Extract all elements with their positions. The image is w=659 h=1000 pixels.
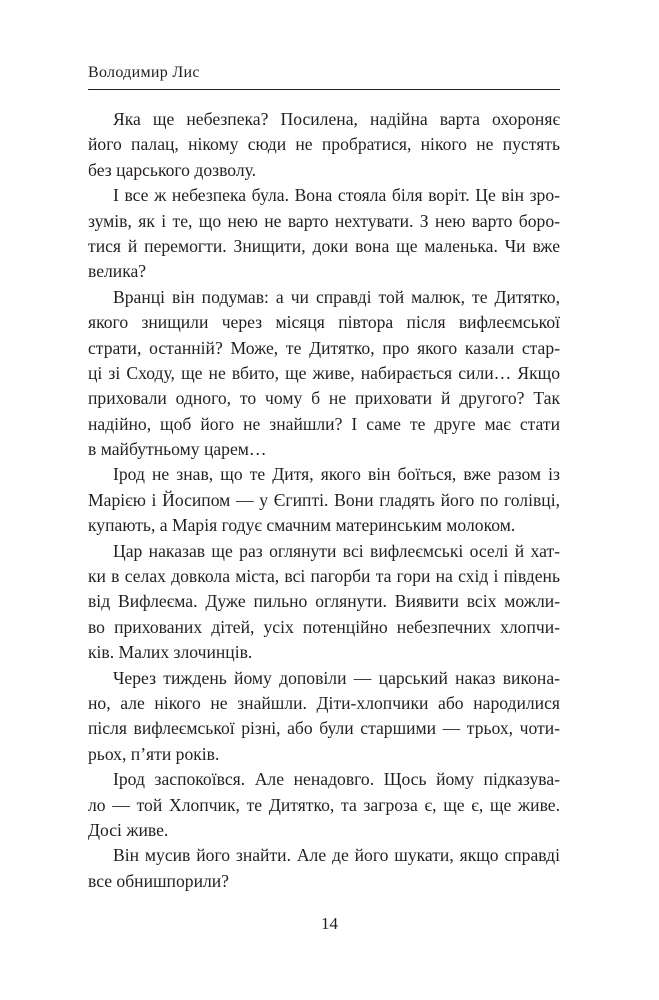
running-header-author: Володимир Лис	[88, 64, 200, 81]
text-line: ків. Малих злочинців.	[88, 642, 253, 663]
page-number: 14	[321, 914, 338, 933]
text-line: ло — той Хлопчик, те Дитятко, та загроза є, ще є, ще живе.	[88, 794, 560, 815]
text-line: зумів, як і те, що нею не варто нехтувати. З нею варто боро-	[88, 210, 560, 231]
text-line: страти, останній? Може, те Дитятко, про якого казали стар-	[88, 337, 560, 358]
text-line: від Вифлеєма. Дуже пильно оглянути. Виявити всіх можли-	[88, 591, 560, 612]
text-line: Цар наказав ще раз оглянути всі вифлеємські оселі й хат-	[113, 540, 560, 561]
text-line: надійно, щоб його не знайшли? І саме те друге має стати	[88, 413, 560, 434]
text-line: купають, а Марія годує смачним материнським молоком.	[88, 515, 516, 536]
text-line: рьох, п’яти років.	[88, 743, 220, 764]
paragraph	[88, 539, 560, 666]
text-line: но, але нікого не знайшли. Діти-хлопчики або народилися	[88, 692, 560, 713]
text-line: тися й перемогти. Знищити, доки вона ще маленька. Чи вже	[88, 235, 560, 256]
text-line: Досі живе.	[88, 819, 169, 840]
text-line: Марією і Йосипом — у Єгипті. Вони гладять його по голівці,	[88, 489, 560, 510]
text-line: приховали одного, то чому б не приховати й другого? Так	[88, 388, 560, 409]
text-line: Вранці він подумав: а чи справді той малюк, те Дитятко,	[113, 286, 560, 307]
text-line: Яка ще небезпека? Посилена, надійна варта охороняє	[113, 109, 560, 129]
paragraph	[88, 843, 560, 894]
text-line: в майбутньому царем…	[88, 439, 267, 460]
paragraph	[88, 462, 560, 538]
paragraph	[88, 285, 560, 463]
paragraph	[88, 107, 560, 183]
text-line: Ірод заспокоївся. Але ненадовго. Щось йому підказува-	[113, 769, 560, 790]
text-line: Він мусив його знайти. Але де його шукати, якщо справді	[113, 845, 560, 866]
paragraph	[88, 767, 560, 843]
text-line: якого знищили через місяця півтора після вифлеємської	[88, 312, 560, 333]
paragraph	[88, 666, 560, 768]
header-rule	[88, 89, 560, 90]
text-line: Через тиждень йому доповіли — царський наказ викона-	[113, 667, 560, 688]
text-line: без царського дозволу.	[88, 159, 257, 180]
text-line: його палац, нікому сюди не пробратися, нікого не пустять	[88, 134, 560, 155]
paragraph	[88, 183, 560, 285]
text-line: І все ж небезпека була. Вона стояла біля воріт. Це він зро-	[113, 185, 560, 206]
text-line: все обнишпорили?	[88, 870, 229, 891]
text-line: Ірод не знав, що те Дитя, якого він боїться, вже разом із	[113, 464, 560, 485]
text-line: во прихованих дітей, усіх потенційно небезпечних хлопчи-	[88, 616, 560, 637]
text-line: після вифлеємської різні, або були старшими — трьох, чоти-	[88, 718, 560, 739]
page-body	[88, 107, 560, 894]
text-line: велика?	[88, 261, 147, 282]
text-line: ці зі Сходу, ще не вбито, ще живе, набирається сили… Якщо	[88, 362, 560, 383]
text-line: ки в селах довкола міста, всі пагорби та гори на схід і південь	[88, 566, 560, 587]
